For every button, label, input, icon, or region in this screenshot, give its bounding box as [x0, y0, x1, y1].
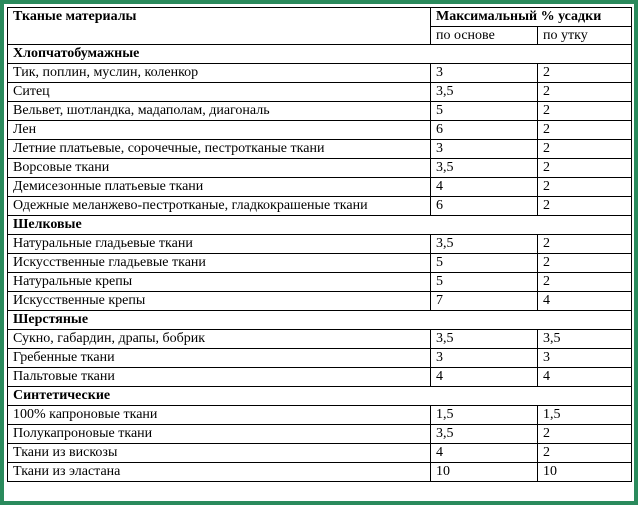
weft-value-cell: 3,5 — [538, 330, 632, 349]
weft-value-cell: 2 — [538, 121, 632, 140]
material-name-cell: Ткани из вискозы — [8, 444, 431, 463]
table-row — [8, 159, 632, 178]
table-body — [8, 45, 632, 482]
table-row — [8, 406, 632, 425]
weft-value-cell: 2 — [538, 102, 632, 121]
warp-value-cell: 3,5 — [431, 83, 538, 102]
table-row — [8, 292, 632, 311]
weft-value-cell: 2 — [538, 83, 632, 102]
warp-value-cell: 3 — [431, 349, 538, 368]
table-row — [8, 425, 632, 444]
material-name-cell: Натуральные крепы — [8, 273, 431, 292]
warp-value-cell: 3,5 — [431, 330, 538, 349]
weft-value-cell: 2 — [538, 444, 632, 463]
table-row — [8, 140, 632, 159]
header-shrinkage: Максимальный % усадки — [431, 8, 632, 27]
material-name-cell: Тик, поплин, муслин, коленкор — [8, 64, 431, 83]
weft-value-cell: 10 — [538, 463, 632, 482]
table-row — [8, 235, 632, 254]
section-title: Хлопчатобумажные — [8, 45, 632, 64]
material-name-cell: Искусственные крепы — [8, 292, 431, 311]
material-name-cell: Ворсовые ткани — [8, 159, 431, 178]
material-name-cell: Искусственные гладьевые ткани — [8, 254, 431, 273]
warp-value-cell: 4 — [431, 178, 538, 197]
header-materials: Тканые материалы — [8, 8, 431, 45]
material-name-cell: 100% капроновые ткани — [8, 406, 431, 425]
table-row — [8, 330, 632, 349]
warp-value-cell: 4 — [431, 368, 538, 387]
table-row — [8, 254, 632, 273]
section-title: Синтетические — [8, 387, 632, 406]
weft-value-cell: 1,5 — [538, 406, 632, 425]
weft-value-cell: 2 — [538, 235, 632, 254]
shrinkage-table — [7, 7, 632, 482]
table-row — [8, 349, 632, 368]
header-warp: по основе — [431, 27, 538, 45]
warp-value-cell: 5 — [431, 254, 538, 273]
material-name-cell: Пальтовые ткани — [8, 368, 431, 387]
warp-value-cell: 4 — [431, 444, 538, 463]
table-row — [8, 273, 632, 292]
section-title: Шелковые — [8, 216, 632, 235]
material-name-cell: Гребенные ткани — [8, 349, 431, 368]
material-name-cell: Ткани из эластана — [8, 463, 431, 482]
weft-value-cell: 4 — [538, 292, 632, 311]
table-row — [8, 444, 632, 463]
table-row — [8, 83, 632, 102]
warp-value-cell: 6 — [431, 197, 538, 216]
section-title: Шерстяные — [8, 311, 632, 330]
header-weft: по утку — [538, 27, 632, 45]
material-name-cell: Сукно, габардин, драпы, бобрик — [8, 330, 431, 349]
table-row — [8, 197, 632, 216]
weft-value-cell: 2 — [538, 254, 632, 273]
warp-value-cell: 6 — [431, 121, 538, 140]
warp-value-cell: 3,5 — [431, 159, 538, 178]
warp-value-cell: 5 — [431, 273, 538, 292]
section-row — [8, 216, 632, 235]
weft-value-cell: 2 — [538, 425, 632, 444]
table-row — [8, 121, 632, 140]
warp-value-cell: 5 — [431, 102, 538, 121]
material-name-cell: Одежные меланжево-пестротканые, гладкокрашеные ткани — [8, 197, 431, 216]
material-name-cell: Летние платьевые, сорочечные, пестротканые ткани — [8, 140, 431, 159]
material-name-cell: Вельвет, шотландка, мадаполам, диагональ — [8, 102, 431, 121]
section-row — [8, 387, 632, 406]
weft-value-cell: 2 — [538, 178, 632, 197]
table-row — [8, 102, 632, 121]
table-row — [8, 178, 632, 197]
weft-value-cell: 2 — [538, 159, 632, 178]
weft-value-cell: 2 — [538, 273, 632, 292]
weft-value-cell: 2 — [538, 197, 632, 216]
warp-value-cell: 1,5 — [431, 406, 538, 425]
warp-value-cell: 3,5 — [431, 425, 538, 444]
warp-value-cell: 3,5 — [431, 235, 538, 254]
weft-value-cell: 4 — [538, 368, 632, 387]
section-row — [8, 311, 632, 330]
material-name-cell: Ситец — [8, 83, 431, 102]
warp-value-cell: 3 — [431, 140, 538, 159]
material-name-cell: Полукапроновые ткани — [8, 425, 431, 444]
warp-value-cell: 7 — [431, 292, 538, 311]
warp-value-cell: 3 — [431, 64, 538, 83]
weft-value-cell: 2 — [538, 140, 632, 159]
weft-value-cell: 3 — [538, 349, 632, 368]
weft-value-cell: 2 — [538, 64, 632, 83]
header-row — [8, 8, 632, 27]
table-row — [8, 64, 632, 83]
table-row — [8, 368, 632, 387]
material-name-cell: Демисезонные платьевые ткани — [8, 178, 431, 197]
material-name-cell: Натуральные гладьевые ткани — [8, 235, 431, 254]
table-row — [8, 463, 632, 482]
warp-value-cell: 10 — [431, 463, 538, 482]
material-name-cell: Лен — [8, 121, 431, 140]
section-row — [8, 45, 632, 64]
